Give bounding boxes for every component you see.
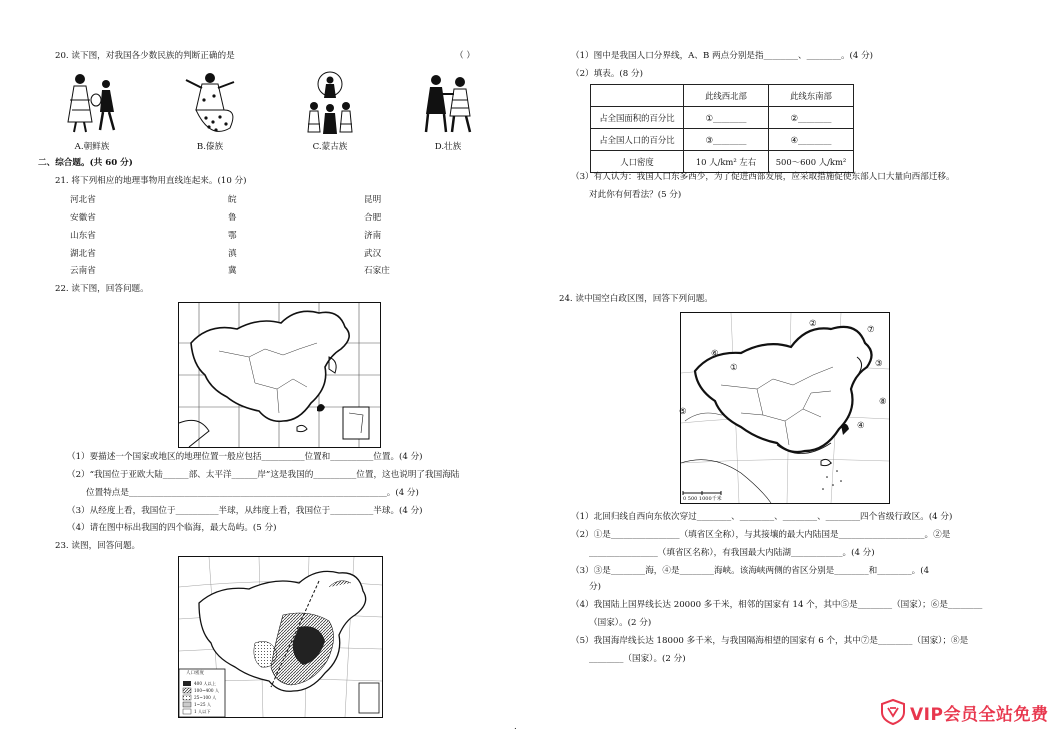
- china-outline-graticule-map: [179, 303, 380, 447]
- legend-item: 1 人以下: [194, 709, 211, 714]
- option-a-label: A.朝鲜族: [74, 142, 110, 152]
- capital-4: 武汉: [364, 249, 382, 259]
- map-scale-bar-label: 0 500 1000千米: [683, 496, 722, 502]
- option-c-label: C.蒙古族: [312, 142, 348, 152]
- table-cell: 占全国人口的百分比: [591, 129, 684, 151]
- legend-item: 25~100 人: [194, 695, 217, 700]
- map-marker-1: ①: [730, 363, 738, 373]
- q22-stem: 22. 读下图，回答问题。: [55, 284, 149, 294]
- capital-5: 石家庄: [364, 266, 390, 276]
- korean-dancers-illustration: [62, 70, 122, 138]
- q23-item-3-cont: 对此你有何看法？(5 分): [589, 190, 682, 200]
- q24-item-3-cont: 分): [589, 582, 601, 592]
- option-d-label: D.壮族: [434, 142, 462, 152]
- ethnic-figure-c: [300, 68, 360, 152]
- section-2-heading: 二、综合题。(共 60 分): [38, 158, 133, 168]
- q22-item-2-cont: 位置特点是____________________________________________________________。(4 分): [86, 488, 419, 498]
- table-header-row: [591, 85, 854, 107]
- legend-title: 人口密度: [186, 671, 204, 676]
- ethnic-figure-b: [180, 70, 240, 152]
- q23-population-density-map: [178, 556, 383, 718]
- abbr-4: 滇: [228, 249, 237, 259]
- table-header-cell: 此线西北部: [684, 85, 769, 107]
- table-cell: 10 人/km² 左右: [684, 151, 769, 173]
- abbr-2: 鲁: [228, 213, 237, 223]
- q24-item-2: （2）①是________________（填省区全称），与其接壤的最大内陆国是____________________。②是: [571, 530, 951, 540]
- q22-item-2: （2）“我国位于亚欧大陆______部、太平洋______岸”这是我国的__________位置，这也说明了我国海陆: [67, 470, 460, 480]
- watermark-text: VIP会员全站免费: [910, 704, 1049, 725]
- map-marker-4: ④: [857, 421, 865, 431]
- map-marker-6: ⑥: [711, 349, 719, 359]
- table-row: [591, 129, 854, 151]
- q22-item-4: （4）请在图中标出我国的四个临海，最大岛屿。(5 分): [67, 523, 277, 533]
- table-cell: ②________: [769, 107, 854, 129]
- legend-item: 400 人以上: [194, 681, 216, 686]
- map-marker-8: ⑧: [879, 397, 887, 407]
- table-cell: 500～600 人/km²: [769, 151, 854, 173]
- province-3: 山东省: [70, 231, 96, 241]
- q24-china-political-map: [680, 312, 890, 504]
- q24-item-3: （3）③是________海，④是________海峡。该海峡两侧的省区分别是________和________。(4: [571, 566, 930, 576]
- left-column: [0, 0, 525, 731]
- blank-political-map: [681, 313, 889, 503]
- table-cell: ④________: [769, 129, 854, 151]
- abbr-1: 皖: [228, 195, 237, 205]
- q20-answer-paren: （ ）: [455, 51, 475, 61]
- abbr-5: 冀: [228, 266, 237, 276]
- q23-stem: 23. 读图，回答问题。: [55, 541, 141, 551]
- table-cell: 占全国面积的百分比: [591, 107, 684, 129]
- q24-stem: 24. 读中国空白政区图，回答下列问题。: [559, 294, 713, 304]
- q22-item-1: （1）要描述一个国家或地区的地理位置一般应包括__________位置和__________位置。(4 分): [67, 452, 423, 462]
- province-1: 河北省: [70, 195, 96, 205]
- province-4: 湖北省: [70, 249, 96, 259]
- capital-3: 济南: [364, 231, 382, 241]
- province-5: 云南省: [70, 266, 96, 276]
- capital-1: 昆明: [364, 195, 382, 205]
- q24-item-2-cont: ________________（填省区名称），有我国最大内陆湖____________。(4 分): [589, 548, 875, 558]
- q22-item-3: （3）从经度上看，我国位于__________半球，从纬度上看，我国位于__________半球。(4 分): [67, 506, 423, 516]
- capital-2: 合肥: [364, 213, 382, 223]
- table-cell: ①________: [684, 107, 769, 129]
- dai-dancer-illustration: [180, 70, 240, 138]
- vip-watermark[interactable]: [880, 693, 1051, 731]
- province-2: 安徽省: [70, 213, 96, 223]
- ethnic-figure-a: [62, 70, 122, 152]
- table-header-cell: [591, 85, 684, 107]
- vip-shield-icon: [880, 698, 906, 726]
- table-row: [591, 107, 854, 129]
- q21-stem: 21. 将下列相应的地理事物用直线连起来。(10 分): [55, 176, 247, 186]
- q23-item-3: （3）有人认为：我国人口东多西少，为了促进西部发展，应采取措施促使东部人口大量向西部迁移。: [571, 172, 955, 182]
- map-marker-5: ⑤: [679, 407, 687, 417]
- q24-item-5-cont: ________（国家）。(2 分): [589, 654, 686, 664]
- q23-item-2: （2）填表。(8 分): [571, 69, 643, 79]
- q20-stem: 20. 读下图，对我国各少数民族的判断正确的是: [55, 51, 235, 61]
- q24-item-4-cont: （国家）。(2 分): [589, 618, 652, 628]
- table-cell: 人口密度: [591, 151, 684, 173]
- table-cell: ③________: [684, 129, 769, 151]
- legend-item: 1~25 人: [194, 702, 212, 707]
- abbr-3: 鄂: [228, 231, 237, 241]
- ethnic-figure-d: [418, 70, 478, 152]
- legend-item: 100~400 人: [194, 688, 220, 693]
- q23-item-1: （1）图中是我国人口分界线，A、B 两点分别是指________、________。(4 分): [571, 51, 874, 61]
- zhuang-dancers-illustration: [418, 70, 478, 138]
- option-b-label: B.傣族: [196, 142, 224, 152]
- map-marker-7: ⑦: [867, 325, 875, 335]
- page-dot: .: [514, 722, 517, 732]
- q24-item-5: （5）我国海岸线长达 18000 多千米，与我国隔海相望的国家有 6 个，其中⑦是________（国家）；⑧是: [571, 636, 969, 646]
- table-row: [591, 151, 854, 173]
- mongolian-figures-illustration: [300, 68, 360, 138]
- legend-items: [194, 680, 219, 715]
- q23-fill-table: [590, 84, 854, 173]
- right-column: [525, 0, 1051, 731]
- table-header-cell: 此线东南部: [769, 85, 854, 107]
- q24-item-1: （1）北回归线自西向东依次穿过________、________、________、________四个省级行政区。(4 分): [571, 512, 953, 522]
- map-marker-3: ③: [875, 359, 883, 369]
- q24-item-4: （4）我国陆上国界线长达 20000 多千米，相邻的国家有 14 个，其中⑤是________（国家）；⑥是________: [571, 600, 983, 610]
- q22-china-location-map: [178, 302, 381, 448]
- map-marker-2: ②: [809, 319, 817, 329]
